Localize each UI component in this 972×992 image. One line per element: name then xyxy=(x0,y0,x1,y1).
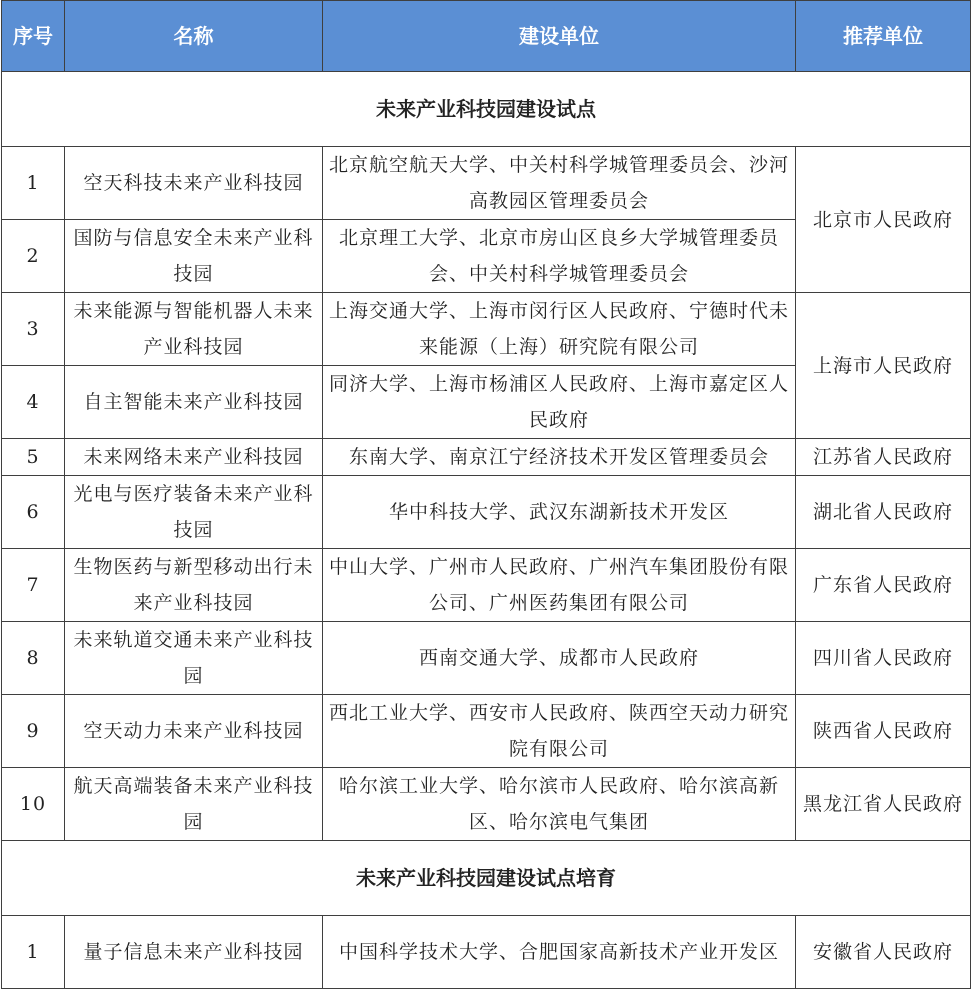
row-builder: 哈尔滨工业大学、哈尔滨市人民政府、哈尔滨高新区、哈尔滨电气集团 xyxy=(323,768,796,841)
table-row xyxy=(2,549,971,622)
row-name: 航天高端装备未来产业科技园 xyxy=(65,768,323,841)
row-builder: 东南大学、南京江宁经济技术开发区管理委员会 xyxy=(323,439,796,476)
row-name: 自主智能未来产业科技园 xyxy=(65,366,323,439)
table-row xyxy=(2,916,971,989)
table-row xyxy=(2,293,971,366)
row-recommender: 江苏省人民政府 xyxy=(796,439,971,476)
section-title-pilot: 未来产业科技园建设试点 xyxy=(2,72,971,147)
row-builder: 上海交通大学、上海市闵行区人民政府、宁德时代未来能源（上海）研究院有限公司 xyxy=(323,293,796,366)
table-row xyxy=(2,695,971,768)
row-name: 国防与信息安全未来产业科技园 xyxy=(65,220,323,293)
header-recommender: 推荐单位 xyxy=(796,1,971,72)
row-no: 1 xyxy=(2,147,65,220)
park-table xyxy=(1,0,971,989)
header-builder: 建设单位 xyxy=(323,1,796,72)
row-recommender: 黑龙江省人民政府 xyxy=(796,768,971,841)
table-row xyxy=(2,768,971,841)
table-row xyxy=(2,622,971,695)
table-row xyxy=(2,476,971,549)
row-no: 5 xyxy=(2,439,65,476)
row-no: 10 xyxy=(2,768,65,841)
row-recommender: 安徽省人民政府 xyxy=(796,916,971,989)
row-name: 未来轨道交通未来产业科技园 xyxy=(65,622,323,695)
row-recommender: 四川省人民政府 xyxy=(796,622,971,695)
row-no: 3 xyxy=(2,293,65,366)
row-name: 未来网络未来产业科技园 xyxy=(65,439,323,476)
row-no: 1 xyxy=(2,916,65,989)
row-builder: 同济大学、上海市杨浦区人民政府、上海市嘉定区人民政府 xyxy=(323,366,796,439)
header-no: 序号 xyxy=(2,1,65,72)
row-name: 空天科技未来产业科技园 xyxy=(65,147,323,220)
row-builder: 西北工业大学、西安市人民政府、陕西空天动力研究院有限公司 xyxy=(323,695,796,768)
row-builder: 西南交通大学、成都市人民政府 xyxy=(323,622,796,695)
row-name: 光电与医疗装备未来产业科技园 xyxy=(65,476,323,549)
row-builder: 北京理工大学、北京市房山区良乡大学城管理委员会、中关村科学城管理委员会 xyxy=(323,220,796,293)
row-no: 7 xyxy=(2,549,65,622)
row-no: 4 xyxy=(2,366,65,439)
row-recommender: 湖北省人民政府 xyxy=(796,476,971,549)
row-recommender: 北京市人民政府 xyxy=(796,147,971,293)
row-builder: 华中科技大学、武汉东湖新技术开发区 xyxy=(323,476,796,549)
row-recommender: 陕西省人民政府 xyxy=(796,695,971,768)
row-no: 6 xyxy=(2,476,65,549)
row-builder: 中国科学技术大学、合肥国家高新技术产业开发区 xyxy=(323,916,796,989)
row-no: 2 xyxy=(2,220,65,293)
row-name: 量子信息未来产业科技园 xyxy=(65,916,323,989)
row-no: 9 xyxy=(2,695,65,768)
section-title-incubation: 未来产业科技园建设试点培育 xyxy=(2,841,971,916)
row-builder: 北京航空航天大学、中关村科学城管理委员会、沙河高教园区管理委员会 xyxy=(323,147,796,220)
row-builder: 中山大学、广州市人民政府、广州汽车集团股份有限公司、广州医药集团有限公司 xyxy=(323,549,796,622)
row-recommender: 上海市人民政府 xyxy=(796,293,971,439)
row-recommender: 广东省人民政府 xyxy=(796,549,971,622)
row-name: 生物医药与新型移动出行未来产业科技园 xyxy=(65,549,323,622)
table-row xyxy=(2,147,971,220)
row-name: 未来能源与智能机器人未来产业科技园 xyxy=(65,293,323,366)
row-name: 空天动力未来产业科技园 xyxy=(65,695,323,768)
table-row xyxy=(2,439,971,476)
row-no: 8 xyxy=(2,622,65,695)
header-name: 名称 xyxy=(65,1,323,72)
